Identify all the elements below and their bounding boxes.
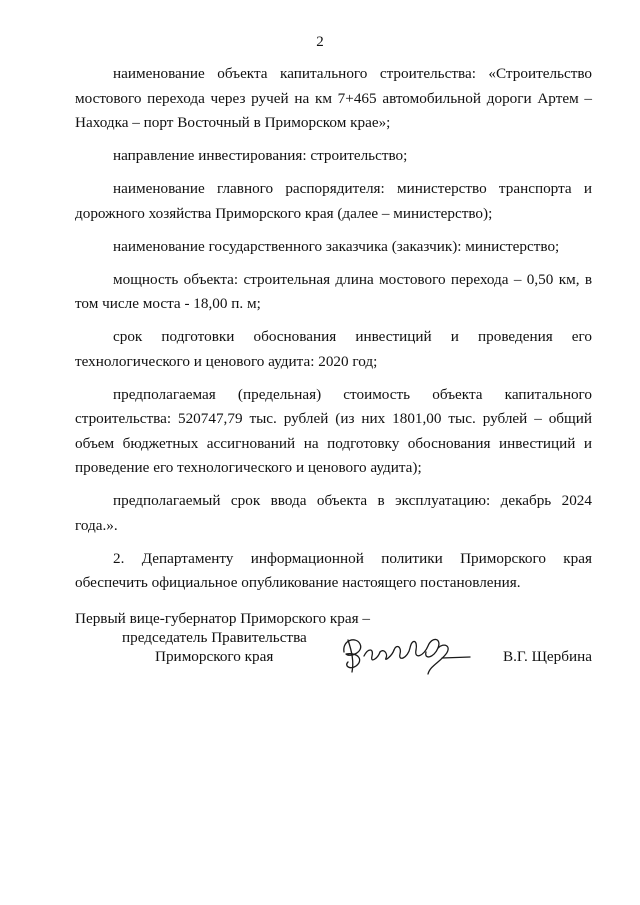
paragraph-object-name: наименование объекта капитального строительства: «Строительство мостового перехода через ручей на км 7+465 автомобильной дороги Артем – Находка – порт Восточный в Приморском крае»; bbox=[75, 65, 592, 131]
paragraph-investment-direction: направление инвестирования: строительство; bbox=[113, 147, 408, 164]
signatory-title-line1: Первый вице-губернатор Приморского края – bbox=[75, 610, 370, 627]
paragraph-state-customer: наименование государственного заказчика (заказчик): министерство; bbox=[113, 237, 560, 255]
handwritten-signature bbox=[338, 622, 478, 678]
page-number: 2 bbox=[316, 34, 324, 50]
body-text bbox=[75, 62, 592, 604]
paragraph-capacity: мощность объекта: строительная длина мостового перехода – 0,50 км, в том числе моста - 18,00 п. м; bbox=[75, 270, 592, 312]
signatory-name: В.Г. Щербина bbox=[503, 648, 592, 665]
paragraph-main-manager: наименование главного распорядителя: министерство транспорта и дорожного хозяйства Приморского края (далее – министерство); bbox=[75, 180, 592, 222]
paragraph-audit-term: срок подготовки обоснования инвестиций и проведения его технологического и ценового аудита: 2020 год; bbox=[75, 328, 592, 370]
paragraph-publication-order: 2. Департаменту информационной политики Приморского края обеспечить официальное опубликование настоящего постановления. bbox=[75, 549, 592, 591]
signatory-title-line2: председатель Правительства bbox=[122, 629, 307, 646]
signatory-title-line3: Приморского края bbox=[155, 648, 274, 665]
paragraph-commissioning-date: предполагаемый срок ввода объекта в эксплуатацию: декабрь 2024 года.». bbox=[75, 492, 592, 534]
paragraph-estimated-cost: предполагаемая (предельная) стоимость объекта капитального строительства: 520747,79 тыс. рублей (из них 1801,00 тыс. рублей – общий объем бюджетных ассигнований на подготовку обоснования инвестиций и проведение его технологического и ценового аудита); bbox=[75, 385, 592, 476]
